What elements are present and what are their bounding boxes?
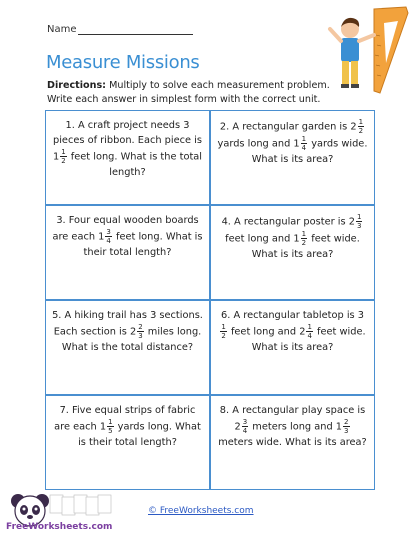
problem-text: 7. Five equal strips of fabric are each 1 <box>54 405 196 433</box>
problem-text: feet long and 2 <box>227 326 306 338</box>
fraction <box>60 148 66 165</box>
problem-text: miles long. What is the total distance? <box>61 326 202 353</box>
problem-cell-4 <box>210 205 375 300</box>
fraction <box>301 230 307 247</box>
fraction <box>137 323 143 340</box>
problem-text: 1. A craft project needs 3 pieces of ribbon. Each piece is 1 <box>52 120 202 163</box>
problem-cell-8 <box>210 395 375 490</box>
problem-text: yards wide. What is its area? <box>251 138 368 165</box>
directions <box>47 79 347 107</box>
fraction-denominator: 3 <box>344 427 349 435</box>
fraction-numerator: 2 <box>138 323 143 331</box>
problem-cell-5 <box>45 300 210 395</box>
problem-text: yards long and 1 <box>217 138 300 150</box>
fraction-numerator: 1 <box>307 323 312 331</box>
problem-text: 5. A hiking trail has 3 sections. Each section is 2 <box>52 310 203 338</box>
fraction-numerator: 1 <box>108 418 113 426</box>
problem-text: 6. A rectangular tabletop is 3 <box>220 310 364 321</box>
problem-cell-1 <box>45 110 210 205</box>
fraction-numerator: 2 <box>344 418 349 426</box>
fraction-denominator: 2 <box>358 127 364 135</box>
fraction-denominator: 3 <box>356 222 362 230</box>
fraction-denominator: 4 <box>301 144 307 152</box>
problem-cell-2 <box>210 110 375 205</box>
fraction-numerator: 1 <box>356 213 362 221</box>
fraction-denominator: 3 <box>138 332 143 340</box>
fraction-numerator: 1 <box>221 323 226 331</box>
problem-text: 8. A rectangular play space is 2 <box>219 405 366 433</box>
problem-text: yards long. What is their total length? <box>78 421 201 448</box>
fraction <box>301 135 307 152</box>
directions-label: Directions: <box>47 80 107 91</box>
problem-text: feet long. What is their total length? <box>83 231 203 258</box>
fraction-denominator: 4 <box>242 427 248 435</box>
fraction-denominator: 4 <box>307 332 312 340</box>
fraction-denominator: 4 <box>106 237 111 245</box>
problem-text: feet long and 1 <box>225 233 300 245</box>
fraction-numerator: 3 <box>106 228 111 236</box>
fraction <box>343 418 349 435</box>
fraction <box>306 323 312 340</box>
problem-text: feet wide. What is its area? <box>251 326 366 353</box>
problem-text: feet wide. What is its area? <box>251 233 360 260</box>
problem-text: 2. A rectangular garden is 2 <box>219 121 357 133</box>
fraction-denominator: 2 <box>221 332 226 340</box>
problem-cell-7 <box>45 395 210 490</box>
name-line[interactable] <box>78 34 193 35</box>
fraction-denominator: 2 <box>301 239 307 247</box>
logo-text: FreeWorksheets.com <box>6 522 113 532</box>
problem-grid <box>45 110 375 490</box>
footer-link[interactable]: © FreeWorksheets.com <box>148 506 254 516</box>
fraction-denominator: 2 <box>61 157 66 165</box>
fraction <box>220 323 226 340</box>
fraction <box>105 228 111 245</box>
problem-text: meters long and 1 <box>249 421 343 433</box>
problem-text: meters wide. What is its area? <box>218 437 367 448</box>
problem-text: 4. A rectangular poster is 2 <box>221 216 355 228</box>
fraction <box>107 418 113 435</box>
problem-text: 3. Four equal wooden boards are each 1 <box>52 215 199 243</box>
fraction-numerator: 1 <box>61 148 66 156</box>
fraction-numerator: 1 <box>358 118 364 126</box>
problem-text: feet long. What is the total length? <box>67 151 203 178</box>
fraction-numerator: 1 <box>301 135 307 143</box>
fraction-denominator: 5 <box>108 427 113 435</box>
problem-cell-3 <box>45 205 210 300</box>
directions-text: Multiply to solve each measurement problem. Write each answer in simplest form with the correct unit. <box>47 80 330 105</box>
fraction <box>242 418 248 435</box>
fraction <box>356 213 362 230</box>
name-label: Name <box>47 24 77 35</box>
fraction-numerator: 1 <box>301 230 307 238</box>
problem-cell-6 <box>210 300 375 395</box>
page-title: Measure Missions <box>46 52 200 73</box>
fraction <box>358 118 364 135</box>
fraction-numerator: 3 <box>242 418 248 426</box>
